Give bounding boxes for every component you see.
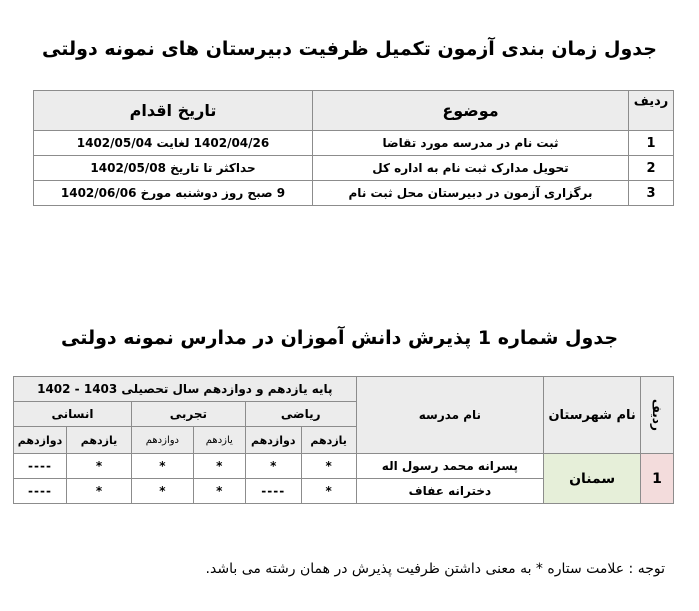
math-grade11: یازدهم: [301, 427, 356, 454]
row-number: 1: [629, 131, 674, 156]
humanities-grade12-cell: ----: [14, 479, 67, 504]
experimental-grade11-cell: *: [193, 479, 245, 504]
admission-header-school: نام مدرسه: [356, 377, 544, 454]
experimental-grade12: دوازدهم: [131, 427, 193, 454]
row-subject: ثبت نام در مدرسه مورد تقاضا: [313, 131, 629, 156]
row-date: 1402/04/26 لغایت 1402/05/04: [34, 131, 313, 156]
math-grade12: دوازدهم: [245, 427, 301, 454]
humanities-grade11-cell: *: [67, 454, 132, 479]
row-subject: تحویل مدارک ثبت نام به اداره کل: [313, 156, 629, 181]
admission-table: [13, 376, 674, 504]
admission-title: جدول شماره 1 پذیرش دانش آموزان در مدارس نمونه دولتی: [60, 327, 619, 349]
field-math: ریاضی: [245, 402, 356, 427]
table-row: [34, 156, 674, 181]
footnote: توجه : علامت ستاره * به معنی داشتن ظرفیت پذیرش در همان رشته می باشد.: [205, 561, 665, 577]
experimental-grade12-cell: *: [131, 454, 193, 479]
schedule-header-date: تاریخ اقدام: [34, 91, 313, 131]
school-name: دخترانه عفاف: [356, 479, 544, 504]
field-humanities: انسانی: [14, 402, 132, 427]
humanities-grade12: دوازدهم: [14, 427, 67, 454]
row-number: 2: [629, 156, 674, 181]
admission-header-row-number: ردیف: [641, 377, 674, 454]
table-row: [34, 181, 674, 206]
math-grade11-cell: *: [301, 454, 356, 479]
schedule-header-row: [34, 91, 674, 131]
field-experimental: تجربی: [131, 402, 245, 427]
experimental-grade11: یازدهم: [193, 427, 245, 454]
school-name: پسرانه محمد رسول اله: [356, 454, 544, 479]
row-number: 3: [629, 181, 674, 206]
schedule-header-row-number: ردیف: [629, 91, 674, 131]
experimental-grade12-cell: *: [131, 479, 193, 504]
schedule-table: [33, 90, 674, 206]
admission-header-county: نام شهرستان: [544, 377, 641, 454]
row-number: 1: [641, 454, 674, 504]
table-row: [34, 131, 674, 156]
admission-header-grade-span: پایه یازدهم و دوازدهم سال تحصیلی 1403 - 1402: [14, 377, 357, 402]
schedule-title: جدول زمان بندی آزمون تکمیل ظرفیت دبیرستان های نمونه دولتی: [42, 38, 657, 60]
humanities-grade12-cell: ----: [14, 454, 67, 479]
table-row: [14, 454, 674, 479]
math-grade12-cell: ----: [245, 479, 301, 504]
humanities-grade11-cell: *: [67, 479, 132, 504]
math-grade11-cell: *: [301, 479, 356, 504]
row-date: حداکثر تا تاریخ 1402/05/08: [34, 156, 313, 181]
admission-header-row: [14, 377, 674, 402]
row-subject: برگزاری آزمون در دبیرستان محل ثبت نام: [313, 181, 629, 206]
schedule-header-subject: موضوع: [313, 91, 629, 131]
experimental-grade11-cell: *: [193, 454, 245, 479]
math-grade12-cell: *: [245, 454, 301, 479]
humanities-grade11: یازدهم: [67, 427, 132, 454]
county-cell: سمنان: [544, 454, 641, 504]
row-date: 9 صبح روز دوشنبه مورخ 1402/06/06: [34, 181, 313, 206]
